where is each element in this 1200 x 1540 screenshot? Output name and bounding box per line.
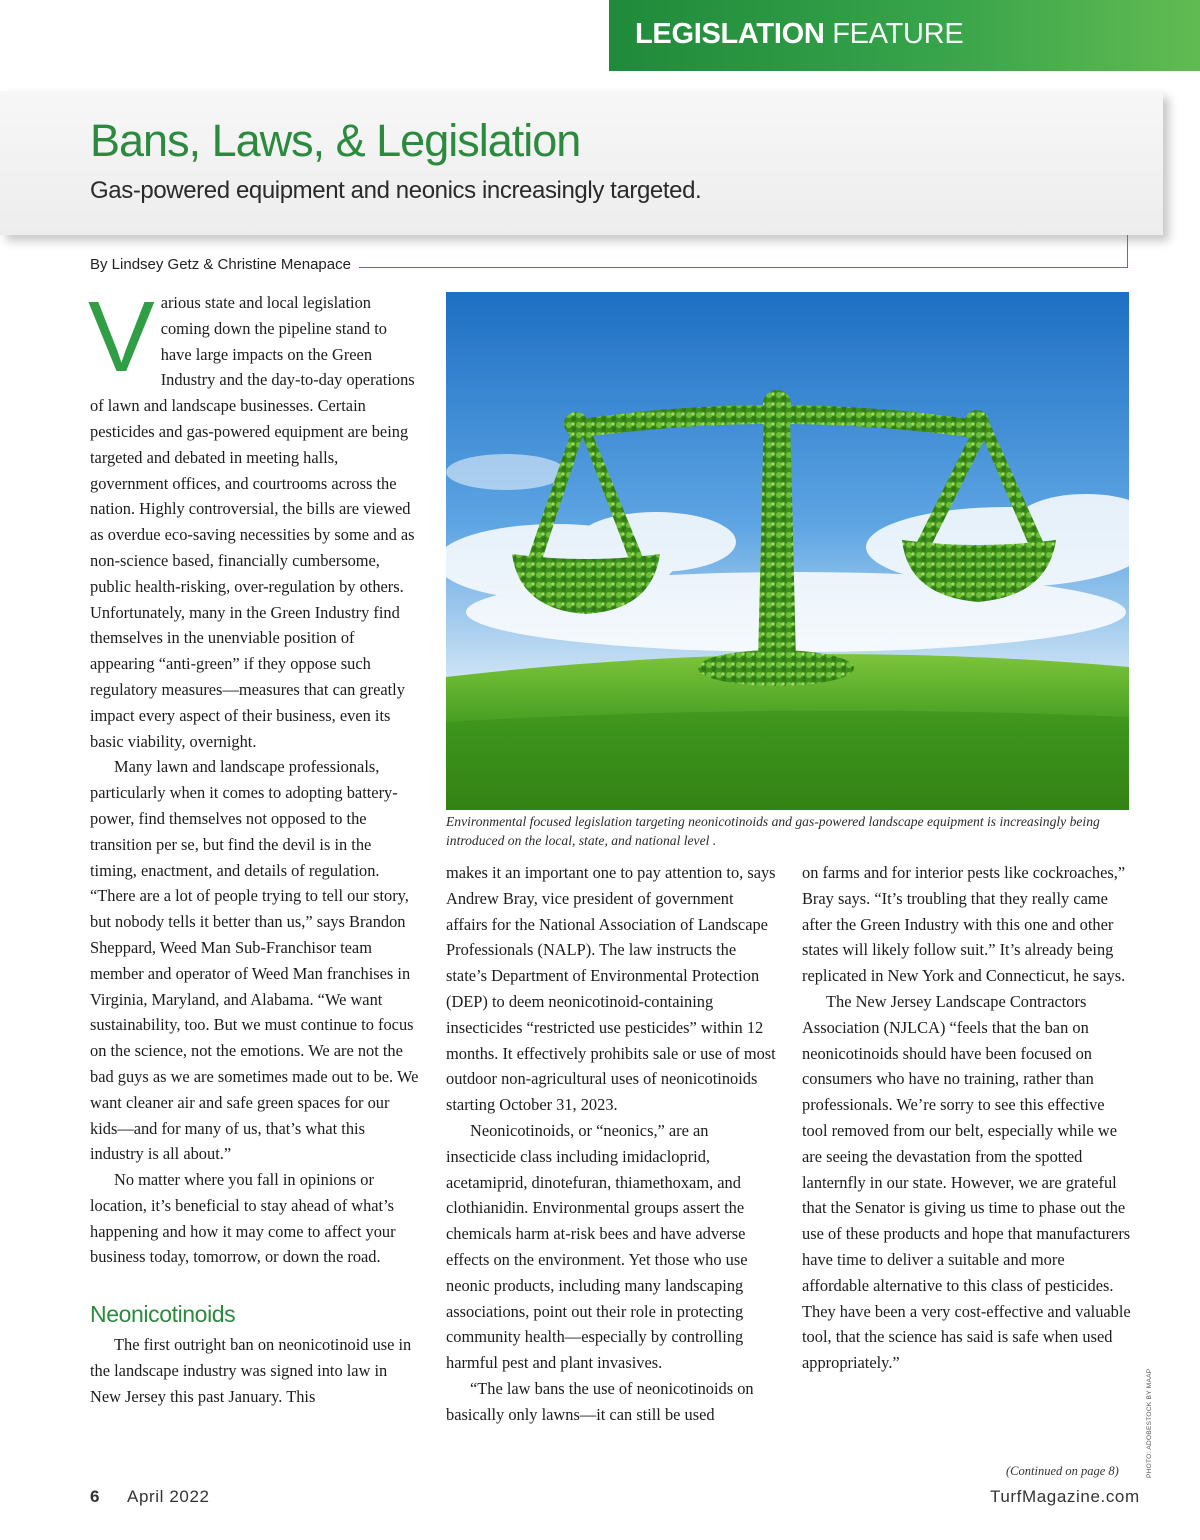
body-paragraph: No matter where you fall in opinions or location, it’s beneficial to stay ahead of what’s happening and how it may come to affect your business today, tomorrow, or down the road. bbox=[90, 1170, 396, 1267]
photo-credit: PHOTO: ADOBESTOCK BY MAAP bbox=[1146, 1368, 1153, 1478]
grass-scales-of-justice-image bbox=[446, 292, 1129, 810]
drop-cap: V bbox=[88, 281, 155, 393]
headline-panel bbox=[0, 91, 1163, 235]
article-column-1 bbox=[88, 281, 420, 1410]
section-subhead: Neonicotinoids bbox=[90, 1301, 236, 1328]
section-label bbox=[635, 18, 963, 51]
section-banner bbox=[609, 0, 1200, 71]
byline: By Lindsey Getz & Christine Menapace bbox=[90, 256, 359, 273]
byline-rule bbox=[330, 267, 1128, 268]
body-paragraph bbox=[88, 281, 420, 754]
article-headline: Bans, Laws, & Legislation bbox=[90, 115, 581, 166]
issue-date: April 2022 bbox=[127, 1487, 210, 1506]
article-column-2 bbox=[446, 860, 776, 1428]
body-paragraph: The New Jersey Landscape Contractors Association (NJLCA) “feels that the ban on neonicotinoids should have been focused on consumers who have no training, rather than professionals. We’re sorry to see this effective tool removed from our belt, especially while we are seeing the devastation from the spotted lanternfly in our state. However, we are grateful that the Senator is giving us time to phase out the use of these products and hope that manufacturers have time to deliver a suitable and more affordable alternative to this class of pesticides. They have been a very cost-effective and valuable tool, that the science has said is safe when used appropriately.” bbox=[802, 991, 1131, 1373]
article-deck: Gas-powered equipment and neonics increasingly targeted. bbox=[90, 177, 702, 204]
article-column-3 bbox=[802, 860, 1132, 1376]
paragraph-text: arious state and local legislation coming down the pipeline stand to have large impacts on the Green Industry and the day-to-day operations of lawn and landscape businesses. Certain pesticides and gas-powered equipment are being targeted and debated in meeting halls, government offices, and courtrooms across the nation. Highly controversial, the bills are viewed as overdue eco-saving necessities by some and as non-science based, financially cumbersome, public health-risking, over-regulation by others. Unfortunately, many in the Green Industry find themselves in the unenviable position of appearing “anti-green” if they oppose such regulatory measures—measures that can greatly impact every aspect of their business, even its basic viability, overnight. bbox=[90, 293, 415, 751]
section-label-light: FEATURE bbox=[832, 18, 964, 50]
page-number: 6 bbox=[90, 1487, 100, 1506]
byline-rule-vertical bbox=[1127, 235, 1128, 268]
body-paragraph: Neonicotinoids, or “neonics,” are an insecticide class including imidacloprid, acetamiprid, dinotefuran, thiamethoxam, and clothianidin. Environmental groups assert the chemicals harm at-risk bees and have adverse effects on the environment. Yet those who use neonic products, including many landscaping associations, point out their role in protecting community health—especially by controlling harmful pest and plant invasives. bbox=[446, 1120, 748, 1373]
body-paragraph: Many lawn and landscape professionals, particularly when it comes to adopting battery-power, find themselves not opposed to the transition per se, but find the devil is in the timing, enactment, and details of regulation. “There are a lot of people trying to tell our story, but nobody tells it better than us,” says Brandon Sheppard, Weed Man Sub-Franchisor team member and operator of Weed Man franchises in Virginia, Maryland, and Alabama. “We want sustainability, too. But we must continue to focus on the science, not the emotions. We are not the bad guys as we are sometimes made out to be. We want cleaner air and safe green spaces for our kids—and for many of us, that’s what this industry is all about.” bbox=[90, 757, 419, 1164]
section-label-strong: LEGISLATION bbox=[635, 18, 825, 50]
body-paragraph: on farms and for interior pests like cockroaches,” Bray says. “It’s troubling that they really came after the Green Industry with this one and other states will likely follow suit.” It’s already being replicated in New York and Connecticut, he says. bbox=[802, 863, 1126, 986]
body-paragraph: makes it an important one to pay attention to, says Andrew Bray, vice president of government affairs for the National Association of Landscape Professionals (NALP). The law instructs the state’s Department of Environmental Protection (DEP) to deem neonicotinoid-containing insecticides “restricted use pesticides” within 12 months. It effectively prohibits sale or use of most outdoor non-agricultural uses of neonicotinoids starting October 31, 2023. bbox=[446, 863, 776, 1115]
photo-caption: Environmental focused legislation targeting neonicotinoids and gas-powered landscape equipment is increasingly being introduced on the local, state, and national level . bbox=[446, 814, 1100, 848]
continued-note: (Continued on page 8) bbox=[1006, 1464, 1119, 1478]
magazine-site[interactable]: TurfMagazine.com bbox=[990, 1487, 1140, 1506]
body-paragraph: The first outright ban on neonicotinoid use in the landscape industry was signed into law in New Jersey this past January. This bbox=[90, 1335, 412, 1406]
body-paragraph: “The law bans the use of neonicotinoids on basically only lawns—it can still be used bbox=[446, 1378, 754, 1424]
article-photo bbox=[446, 292, 1129, 810]
